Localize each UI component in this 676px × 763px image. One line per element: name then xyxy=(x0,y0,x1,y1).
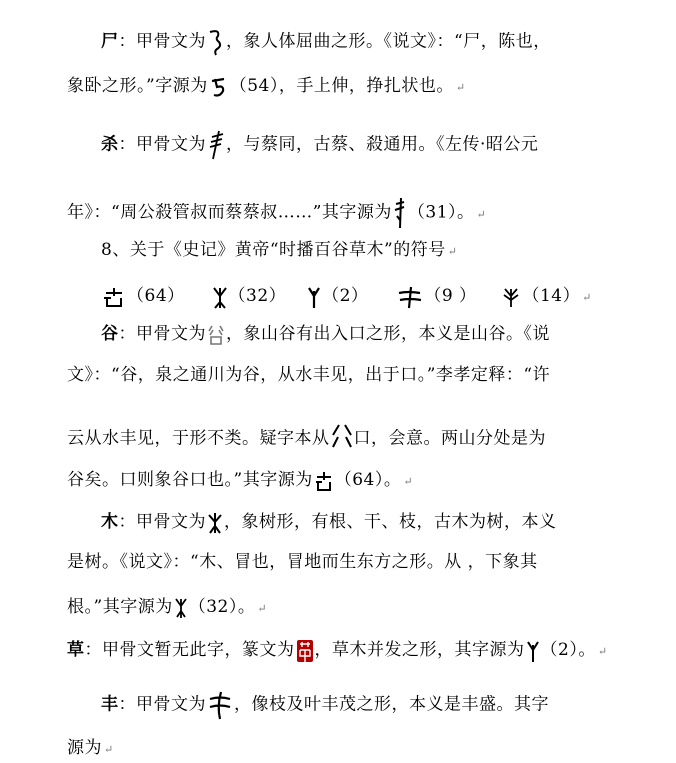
text: （54），手上伸，挣扎状也。 xyxy=(229,76,454,96)
text: 文》：“谷，泉之通川为谷，从水丰见，出于口。”李孝定释：“许 xyxy=(67,365,551,385)
paragraph-cao-line-1 xyxy=(67,637,608,665)
text: 源为 xyxy=(67,738,102,758)
symbol-label: （32） xyxy=(228,286,287,306)
entry-head-sha: 杀 xyxy=(101,134,119,155)
text: 谷矣。口则象谷口也。”其字源为 xyxy=(67,470,313,490)
paragraph-gu-line-3 xyxy=(67,422,546,456)
paragraph-mark: ↵ xyxy=(476,207,487,221)
symbols-line xyxy=(101,283,592,311)
symbol-feng-9-icon xyxy=(396,285,424,309)
section-title: 8、关于《史记》黄帝“时播百谷草木”的符号 xyxy=(101,240,446,260)
text: ，草木并发之形，其字源为 xyxy=(314,640,525,660)
mountain-split-glyph-icon xyxy=(330,422,354,456)
paragraph-feng-line-2 xyxy=(67,735,114,763)
paragraph-mu-line-2 xyxy=(67,549,538,575)
text: （64）。 xyxy=(334,470,402,490)
paragraph-sha-line-1 xyxy=(101,129,538,161)
text: ：甲骨文为 xyxy=(118,324,206,344)
symbol-14-icon xyxy=(500,286,522,308)
source-glyph-31-icon xyxy=(392,196,408,230)
text: （2）。 xyxy=(540,640,596,660)
symbol-gu-64-icon xyxy=(101,286,127,308)
symbol-mu-32-icon xyxy=(211,284,229,310)
text: 是树。《说文》：“木、冒也，冒地而生东方之形。从 ，下象其 xyxy=(67,552,538,572)
paragraph-gu-line-2 xyxy=(67,362,550,388)
source-glyph-32-icon xyxy=(173,596,189,620)
paragraph-mark: ↵ xyxy=(104,743,114,756)
paragraph-gu-line-1 xyxy=(101,321,550,347)
text: ：甲骨文为 xyxy=(118,512,206,532)
symbol-label: （64） xyxy=(127,286,185,306)
paragraph-mu-line-1 xyxy=(101,509,557,535)
symbol-cao-2-icon xyxy=(306,285,322,309)
source-glyph-54-icon xyxy=(208,75,230,99)
symbol-label: （9 ） xyxy=(424,286,477,306)
text: ，象山谷有出入口之形，本义是山谷。《说 xyxy=(226,324,550,344)
entry-head-mu: 木 xyxy=(101,512,119,532)
text: ，与蔡同，古蔡、殺通用。《左传·昭公元 xyxy=(226,134,539,155)
symbol-label: （14） xyxy=(522,286,581,306)
paragraph-mark: ↵ xyxy=(582,291,592,304)
paragraph-feng-line-1 xyxy=(101,690,549,720)
paragraph-mu-line-3 xyxy=(67,594,267,622)
paragraph-shi-line-1 xyxy=(101,27,551,57)
paragraph-shi-line-2 xyxy=(67,73,466,101)
text: 口，会意。两山分处是为 xyxy=(353,428,546,449)
paragraph-mark: ↵ xyxy=(455,81,466,94)
paragraph-mark: ↵ xyxy=(257,602,268,615)
paragraph-mark: ↵ xyxy=(597,645,608,658)
oracle-glyph-feng-icon xyxy=(206,690,234,720)
text: ，象人体屈曲之形。《说文》：“尸，陈也， xyxy=(226,31,551,52)
text: （32）。 xyxy=(188,597,256,617)
oracle-glyph-gu-icon xyxy=(206,324,226,346)
text: （31）。 xyxy=(407,202,475,223)
paragraph-gu-line-4 xyxy=(67,467,413,495)
text: 根。”其字源为 xyxy=(67,597,173,617)
paragraph-mark: ↵ xyxy=(447,245,458,258)
seal-script-cao-icon xyxy=(295,638,315,664)
entry-head-shi: 尸 xyxy=(101,31,119,52)
oracle-glyph-shi-icon xyxy=(206,27,226,57)
source-glyph-2-icon xyxy=(525,639,541,663)
source-glyph-64-icon xyxy=(313,470,335,492)
text: ：甲骨文为 xyxy=(118,134,206,155)
text: ：甲骨文为 xyxy=(118,694,206,715)
text: ，像枝及叶丰茂之形，本义是丰盛。其字 xyxy=(234,694,549,715)
oracle-glyph-mu-icon xyxy=(206,511,224,535)
paragraph-sha-line-2 xyxy=(67,196,486,230)
symbol-label: （2） xyxy=(322,286,369,306)
text: ，象树形，有根、干、枝，古木为树，本义 xyxy=(224,512,557,532)
text: 象卧之形。”字源为 xyxy=(67,76,208,96)
section-title-line xyxy=(101,237,457,265)
paragraph-mark: ↵ xyxy=(403,475,414,488)
text: ：甲骨文为 xyxy=(118,31,206,52)
entry-head-gu: 谷 xyxy=(101,324,119,344)
oracle-glyph-sha-icon xyxy=(206,129,226,161)
text: ：甲骨文暂无此字，篆文为 xyxy=(84,640,295,660)
text: 云从水丰见，于形不类。疑字本从 xyxy=(67,428,330,449)
entry-head-feng: 丰 xyxy=(101,694,119,715)
text: 年》：“周公殺管叔而蔡蔡叔……”其字源为 xyxy=(67,202,392,223)
entry-head-cao: 草 xyxy=(67,640,85,660)
